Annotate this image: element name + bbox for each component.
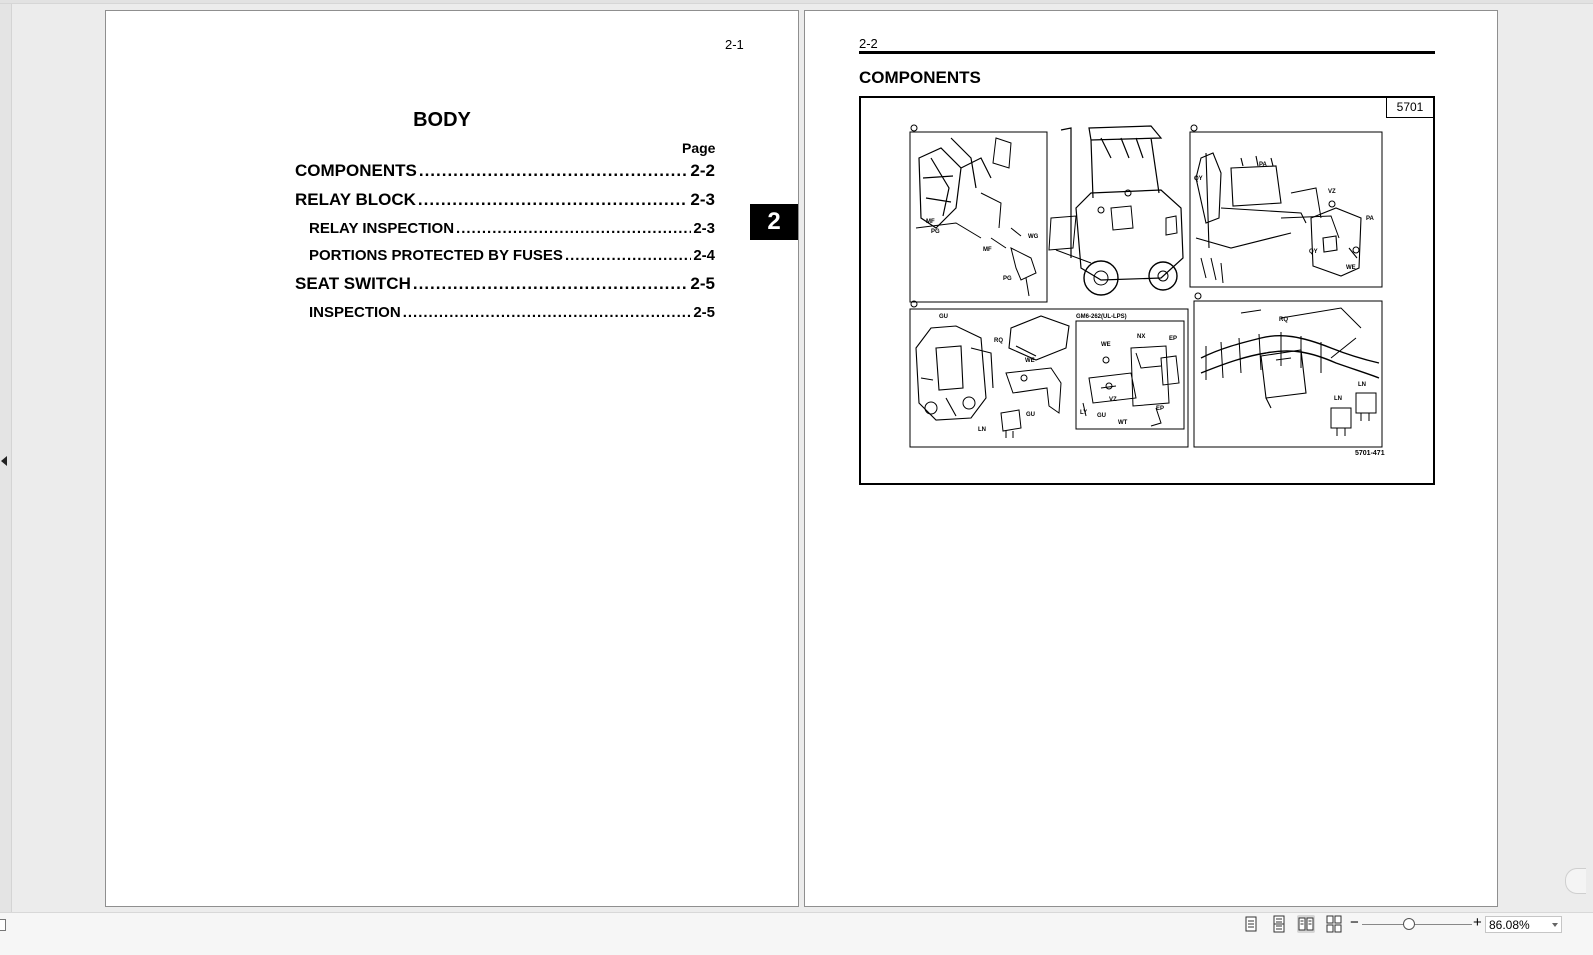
panel-1-frame bbox=[1190, 132, 1382, 287]
toc-leader-dots bbox=[413, 274, 689, 294]
inset-sublabel: GM6-262(UL-LPS) bbox=[1076, 314, 1127, 320]
toc-entry-page: 2-5 bbox=[690, 274, 715, 293]
zoom-level-dropdown[interactable] bbox=[1485, 916, 1562, 933]
toc-entry-label: PORTIONS PROTECTED BY FUSES bbox=[309, 247, 563, 264]
svg-text:LN: LN bbox=[978, 427, 986, 433]
sidebar-collapse-strip[interactable] bbox=[0, 4, 12, 912]
toc-entry-relay-block[interactable] bbox=[295, 190, 715, 210]
toc-entry-seat-switch[interactable] bbox=[295, 274, 715, 294]
toc-entry-inspection[interactable] bbox=[309, 304, 715, 321]
toc-leader-dots bbox=[565, 247, 691, 264]
two-page-view-icon[interactable] bbox=[1297, 915, 1315, 933]
zoom-in-button[interactable]: + bbox=[1473, 914, 1482, 931]
toc-leader-dots bbox=[418, 190, 689, 210]
header-rule bbox=[859, 51, 1435, 54]
status-left-marker bbox=[0, 919, 6, 931]
panel-4-frame bbox=[910, 132, 1047, 302]
svg-text:RQ: RQ bbox=[994, 338, 1003, 344]
toc-entry-components[interactable] bbox=[295, 161, 715, 181]
collapse-arrow-icon[interactable] bbox=[1, 456, 7, 466]
zoom-slider-track[interactable] bbox=[1362, 924, 1472, 925]
svg-text:GU: GU bbox=[1097, 413, 1106, 419]
toc-entry-page: 2-5 bbox=[693, 304, 715, 321]
svg-text:QY: QY bbox=[1309, 249, 1318, 255]
toc-entry-page: 2-4 bbox=[693, 247, 715, 264]
svg-text:NX: NX bbox=[1137, 334, 1146, 340]
toc-page-column-label: Page bbox=[682, 140, 716, 156]
svg-text:LN: LN bbox=[1358, 382, 1366, 388]
svg-text:WT: WT bbox=[1118, 420, 1128, 426]
svg-text:WE: WE bbox=[1346, 265, 1356, 271]
svg-text:WE: WE bbox=[1101, 342, 1111, 348]
document-page-left bbox=[105, 10, 799, 907]
panel-3-marker bbox=[1195, 293, 1201, 299]
svg-text:VZ: VZ bbox=[1328, 189, 1336, 195]
svg-text:VZ: VZ bbox=[1109, 397, 1117, 403]
panel-1-marker bbox=[1191, 125, 1197, 131]
window-top-border bbox=[0, 0, 1593, 4]
svg-text:GU: GU bbox=[939, 314, 948, 320]
zoom-slider-thumb[interactable] bbox=[1403, 918, 1415, 930]
continuous-view-icon[interactable] bbox=[1270, 915, 1288, 933]
section-title: BODY bbox=[413, 109, 471, 131]
svg-text:LN: LN bbox=[1334, 396, 1342, 402]
svg-text:WG: WG bbox=[1028, 234, 1039, 240]
components-illustration bbox=[861, 98, 1433, 483]
toc-entry-label: INSPECTION bbox=[309, 304, 401, 321]
page-heading: COMPONENTS bbox=[859, 68, 981, 87]
components-figure bbox=[859, 96, 1435, 485]
toc-entry-page: 2-2 bbox=[690, 161, 715, 180]
page-number: 2-2 bbox=[859, 36, 878, 51]
svg-text:PG: PG bbox=[931, 229, 940, 235]
svg-text:QY: QY bbox=[1194, 176, 1203, 182]
document-page-right bbox=[804, 10, 1498, 907]
svg-text:PA: PA bbox=[1366, 216, 1374, 222]
figure-code-box: 5701 bbox=[1386, 98, 1433, 118]
toc-entry-page: 2-3 bbox=[693, 220, 715, 237]
toc-entry-relay-inspection[interactable] bbox=[309, 220, 715, 237]
svg-text:WE: WE bbox=[1025, 358, 1035, 364]
side-panel-tab[interactable] bbox=[1565, 868, 1586, 894]
zoom-out-button[interactable]: − bbox=[1350, 914, 1359, 931]
toc-entry-page: 2-3 bbox=[690, 190, 715, 209]
svg-text:MF: MF bbox=[926, 219, 935, 225]
toc-entry-portions-protected[interactable] bbox=[309, 247, 715, 264]
page-number: 2-1 bbox=[725, 37, 744, 52]
svg-text:RQ: RQ bbox=[1279, 317, 1288, 323]
panel-3-frame bbox=[1194, 301, 1382, 447]
toc-entry-label: RELAY BLOCK bbox=[295, 190, 416, 209]
chevron-down-icon bbox=[1552, 923, 1558, 927]
svg-text:MF: MF bbox=[983, 247, 992, 253]
toc-entry-label: COMPONENTS bbox=[295, 161, 417, 180]
section-thumb-tab: 2 bbox=[750, 204, 798, 240]
toc-leader-dots bbox=[403, 304, 692, 321]
toc-entry-label: SEAT SWITCH bbox=[295, 274, 411, 293]
svg-text:EP: EP bbox=[1169, 336, 1178, 342]
svg-text:EP: EP bbox=[1156, 406, 1165, 412]
figure-reference-code: 5701-471 bbox=[1355, 450, 1385, 457]
zoom-level-value: 86.08% bbox=[1489, 918, 1530, 932]
single-page-view-icon[interactable] bbox=[1242, 915, 1260, 933]
toc-entry-label: RELAY INSPECTION bbox=[309, 220, 455, 237]
svg-text:PA: PA bbox=[1259, 162, 1267, 168]
svg-text:PG: PG bbox=[1003, 276, 1012, 282]
svg-text:GU: GU bbox=[1026, 412, 1035, 418]
toc-leader-dots bbox=[419, 161, 689, 181]
panel-4-marker bbox=[911, 125, 917, 131]
panel-2-frame bbox=[910, 309, 1188, 447]
two-page-continuous-view-icon[interactable] bbox=[1325, 915, 1343, 933]
svg-text:LY: LY bbox=[1080, 410, 1088, 416]
toc-leader-dots bbox=[456, 220, 691, 237]
